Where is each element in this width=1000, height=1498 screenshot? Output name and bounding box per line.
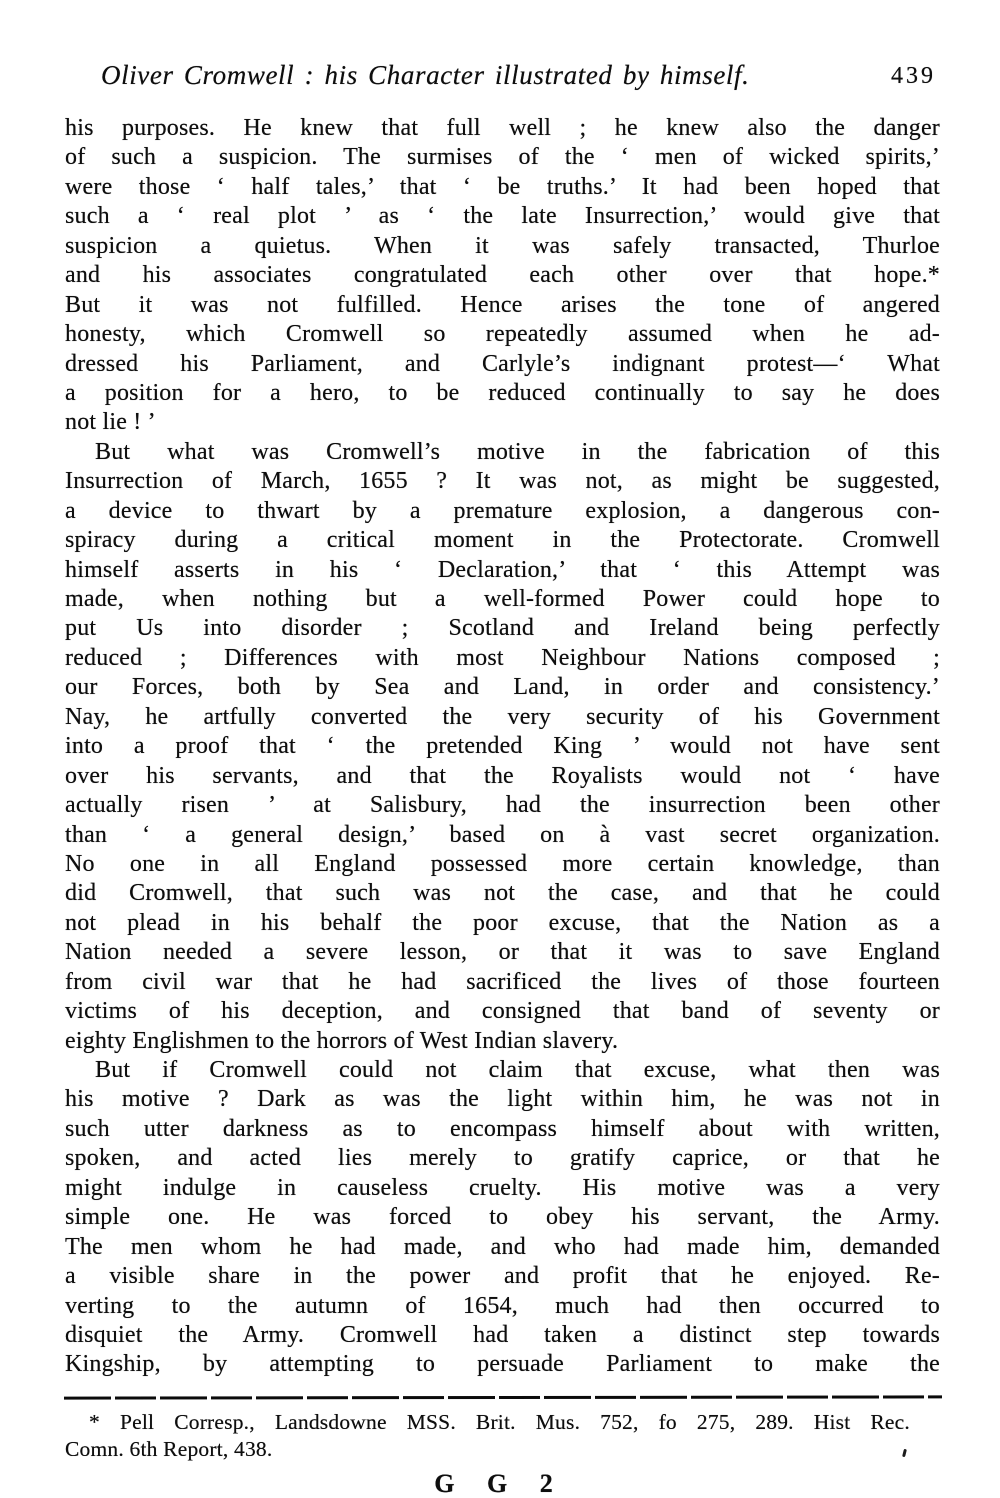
text-line: such utter darkness as to encompass himself about with written, bbox=[65, 1115, 940, 1142]
text-line: reduced ; Differences with most Neighbour Nations composed ; bbox=[65, 644, 940, 671]
text-line: dressed his Parliament, and Carlyle’s indignant protest—‘ What bbox=[65, 350, 940, 377]
text-line: Nation needed a severe lesson, or that it was to save England bbox=[65, 939, 940, 966]
running-head bbox=[65, 60, 940, 100]
text-line: his purposes. He knew that full well ; he knew also the danger bbox=[65, 115, 940, 141]
text-line: The men whom he had made, and who had made him, demanded bbox=[65, 1233, 940, 1260]
page-title: Oliver Cromwell : his Character illustrated by himself. bbox=[101, 60, 750, 90]
text-line: were those ‘ half tales,’ that ‘ be truths.’ It had been hoped that bbox=[65, 173, 940, 200]
text-line: Insurrection of March, 1655 ? It was not, as might be suggested, bbox=[65, 468, 940, 495]
body-text bbox=[65, 114, 940, 1380]
text-line: spiracy during a critical moment in the Protectorate. Cromwell bbox=[65, 527, 940, 554]
text-line: of such a suspicion. The surmises of the ‘ men of wicked spirits,’ bbox=[65, 144, 940, 171]
text-line: But what was Cromwell’s motive in the fabrication of this bbox=[95, 438, 940, 465]
text-line: victims of his deception, and consigned that band of seventy or bbox=[65, 998, 940, 1025]
text-line: himself asserts in his ‘ Declaration,’ that ‘ this Attempt was bbox=[65, 556, 940, 583]
text-line: Nay, he artfully converted the very security of his Government bbox=[65, 703, 940, 730]
text-line: But it was not fulfilled. Hence arises the tone of angered bbox=[65, 291, 940, 318]
text-line: such a ‘ real plot ’ as ‘ the late Insurrection,’ would give that bbox=[65, 203, 940, 230]
text-line: No one in all England possessed more certain knowledge, than bbox=[65, 850, 940, 877]
text-line: might indulge in causeless cruelty. His motive was a very bbox=[65, 1174, 940, 1201]
text-line: put Us into disorder ; Scotland and Ireland being perfectly bbox=[65, 615, 940, 642]
text-line: over his servants, and that the Royalists would not ‘ have bbox=[65, 762, 940, 789]
printers-signature-clipped bbox=[0, 1469, 1000, 1498]
text-line: and his associates congratulated each other over that hope.* bbox=[65, 262, 940, 289]
text-line: a device to thwart by a premature explosion, a dangerous con- bbox=[65, 497, 940, 524]
text-line: spoken, and acted lies merely to gratify caprice, or that he bbox=[65, 1145, 940, 1172]
printers-signature-text: G G 2 bbox=[434, 1469, 566, 1498]
paragraph bbox=[65, 438, 940, 1056]
footnote-line: Comn. 6th Report, 438. bbox=[65, 1437, 273, 1461]
text-line: his motive ? Dark as was the light within him, he was not in bbox=[65, 1086, 940, 1113]
text-line: did Cromwell, that such was not the case, and that he could bbox=[65, 880, 940, 907]
text-line: verting to the autumn of 1654, much had then occurred to bbox=[65, 1292, 940, 1319]
footnote bbox=[65, 1409, 910, 1463]
text-line: into a proof that ‘ the pretended King ’ would not have sent bbox=[65, 733, 940, 760]
footnote-line: * Pell Corresp., Landsdowne MSS. Brit. Mus. 752, fo 275, 289. Hist Rec. bbox=[89, 1410, 910, 1434]
text-line: disquiet the Army. Cromwell had taken a distinct step towards bbox=[65, 1321, 940, 1348]
text-line: Kingship, by attempting to persuade Parliament to make the bbox=[65, 1351, 940, 1378]
text-line: than ‘ a general design,’ based on à vast secret organization. bbox=[65, 821, 940, 848]
text-line: suspicion a quietus. When it was safely transacted, Thurloe bbox=[65, 232, 940, 259]
footnote-divider-rule bbox=[64, 1395, 942, 1399]
text-line: from civil war that he had sacrificed the lives of those fourteen bbox=[65, 968, 940, 995]
text-line: our Forces, both by Sea and Land, in order and consistency.’ bbox=[65, 674, 940, 701]
page-number: 439 bbox=[891, 63, 936, 89]
paragraph bbox=[65, 1056, 940, 1380]
text-line: simple one. He was forced to obey his servant, the Army. bbox=[65, 1204, 940, 1231]
text-line: not lie ! ’ bbox=[65, 409, 156, 436]
text-line: eighty Englishmen to the horrors of West Indian slavery. bbox=[65, 1027, 619, 1054]
text-line: actually risen ’ at Salisbury, had the insurrection been other bbox=[65, 792, 940, 819]
text-line: a position for a hero, to be reduced continually to say he does bbox=[65, 379, 940, 406]
text-line: a visible share in the power and profit that he enjoyed. Re- bbox=[65, 1263, 940, 1290]
text-line: made, when nothing but a well-formed Power could hope to bbox=[65, 586, 940, 612]
text-line: But if Cromwell could not claim that excuse, what then was bbox=[95, 1057, 940, 1083]
text-line: not plead in his behalf the poor excuse, that the Nation as a bbox=[65, 909, 940, 936]
paragraph bbox=[65, 114, 940, 438]
text-line: honesty, which Cromwell so repeatedly assumed when he ad- bbox=[65, 321, 940, 348]
